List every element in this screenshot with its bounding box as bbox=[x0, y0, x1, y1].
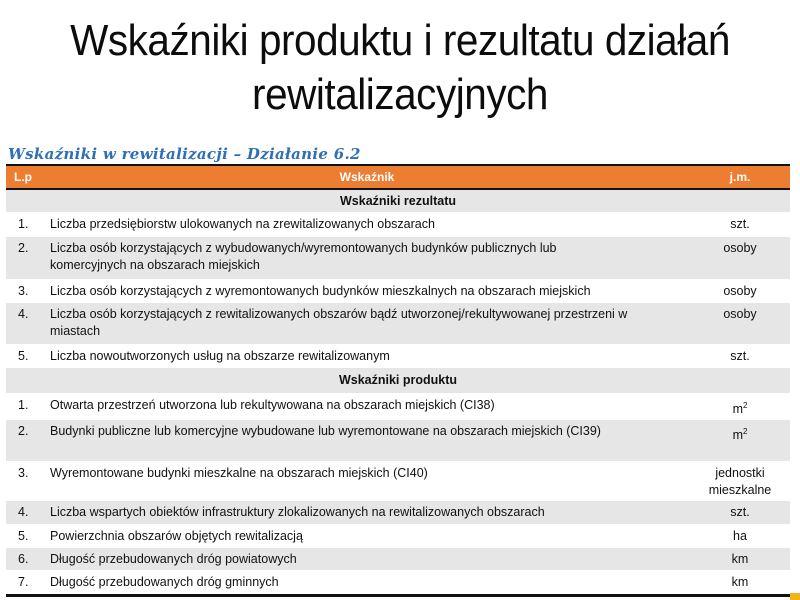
row-number: 7. bbox=[18, 575, 29, 589]
indicator-name: Liczba osób korzystających z wybudowanych/wyremontowanych budynków publicznych lub komercyjnych na obszarach miejskich bbox=[50, 241, 557, 272]
indicator-unit: szt. bbox=[730, 349, 750, 363]
table-row bbox=[6, 237, 790, 280]
indicator-name: Liczba wspartych obiektów infrastruktury zlokalizowanych na rewitalizowanych obszarach bbox=[50, 505, 545, 519]
indicator-unit: km bbox=[731, 575, 749, 589]
unit-base: m bbox=[732, 402, 743, 416]
indicator-name: Liczba osób korzystających z wyremontowanych budynków mieszkalnych na obszarach miejskich bbox=[50, 284, 591, 298]
table-header bbox=[6, 166, 790, 190]
row-number: 2. bbox=[18, 241, 29, 255]
indicator-unit: jednostki mieszkalne bbox=[708, 466, 772, 497]
column-header-unit: j.m. bbox=[729, 170, 751, 184]
row-number: 5. bbox=[18, 529, 29, 543]
indicator-unit: km bbox=[731, 552, 749, 566]
indicator-unit bbox=[690, 423, 790, 458]
table-row bbox=[6, 420, 790, 462]
section-header-result: Wskaźniki rezultatu bbox=[6, 190, 790, 213]
slide-title-line-1: Wskaźniki produktu i rezultatu działań bbox=[70, 16, 730, 65]
row-number: 6. bbox=[18, 552, 29, 566]
table-row bbox=[6, 462, 790, 501]
row-number: 5. bbox=[18, 349, 29, 363]
corner-accent-mark bbox=[790, 593, 800, 600]
row-number: 3. bbox=[18, 466, 29, 480]
table-row bbox=[6, 394, 790, 420]
indicator-name: Otwarta przestrzeń utworzona lub rekultywowana na obszarach miejskich (CI38) bbox=[50, 398, 495, 412]
indicator-name: Liczba przedsiębiorstw ulokowanych na zrewitalizowanych obszarach bbox=[50, 217, 435, 231]
table-row bbox=[6, 213, 790, 237]
indicators-table bbox=[6, 164, 790, 597]
table-row bbox=[6, 280, 790, 303]
table-row bbox=[6, 501, 790, 525]
row-number: 4. bbox=[18, 307, 29, 321]
unit-superscript: 2 bbox=[742, 427, 748, 436]
table-row bbox=[6, 345, 790, 368]
column-header-lp: L.p bbox=[14, 170, 32, 184]
indicator-name: Liczba osób korzystających z rewitalizowanych obszarów bądź utworzonej/rekultywowanej przestrzeni w miastach bbox=[50, 307, 628, 338]
table-row bbox=[6, 548, 790, 571]
indicator-name: Powierzchnia obszarów objętych rewitalizacją bbox=[50, 529, 303, 543]
indicator-unit: osoby bbox=[723, 284, 757, 298]
row-number: 1. bbox=[18, 217, 29, 231]
unit-base: m bbox=[732, 428, 743, 442]
indicator-name: Długość przebudowanych dróg powiatowych bbox=[50, 552, 297, 566]
table-row bbox=[6, 303, 790, 345]
indicator-name: Długość przebudowanych dróg gminnych bbox=[50, 575, 279, 589]
indicator-unit: szt. bbox=[730, 505, 750, 519]
row-number: 4. bbox=[18, 505, 29, 519]
row-number: 1. bbox=[18, 398, 29, 412]
unit-superscript: 2 bbox=[742, 401, 748, 410]
table-caption: Wskaźniki w rewitalizacji – Działanie 6.2 bbox=[8, 145, 361, 163]
table-row bbox=[6, 525, 790, 548]
indicator-unit: osoby bbox=[723, 241, 757, 255]
row-number: 2. bbox=[18, 424, 29, 438]
indicator-unit bbox=[690, 397, 790, 416]
indicator-name: Wyremontowane budynki mieszkalne na obszarach miejskich (CI40) bbox=[50, 466, 428, 480]
indicator-unit: szt. bbox=[730, 217, 750, 231]
indicator-name: Liczba nowoutworzonych usług na obszarze rewitalizowanym bbox=[50, 349, 390, 363]
indicator-unit: ha bbox=[733, 529, 747, 543]
table-row bbox=[6, 571, 790, 594]
section-header-product: Wskaźniki produktu bbox=[6, 368, 790, 394]
row-number: 3. bbox=[18, 284, 29, 298]
slide-title bbox=[0, 14, 800, 122]
slide-title-line-2: rewitalizacyjnych bbox=[252, 70, 548, 119]
column-header-indicator: Wskaźnik bbox=[339, 170, 395, 184]
indicator-name: Budynki publiczne lub komercyjne wybudowane lub wyremontowane na obszarach miejskich (CI39) bbox=[50, 424, 601, 438]
indicator-unit: osoby bbox=[723, 307, 757, 321]
